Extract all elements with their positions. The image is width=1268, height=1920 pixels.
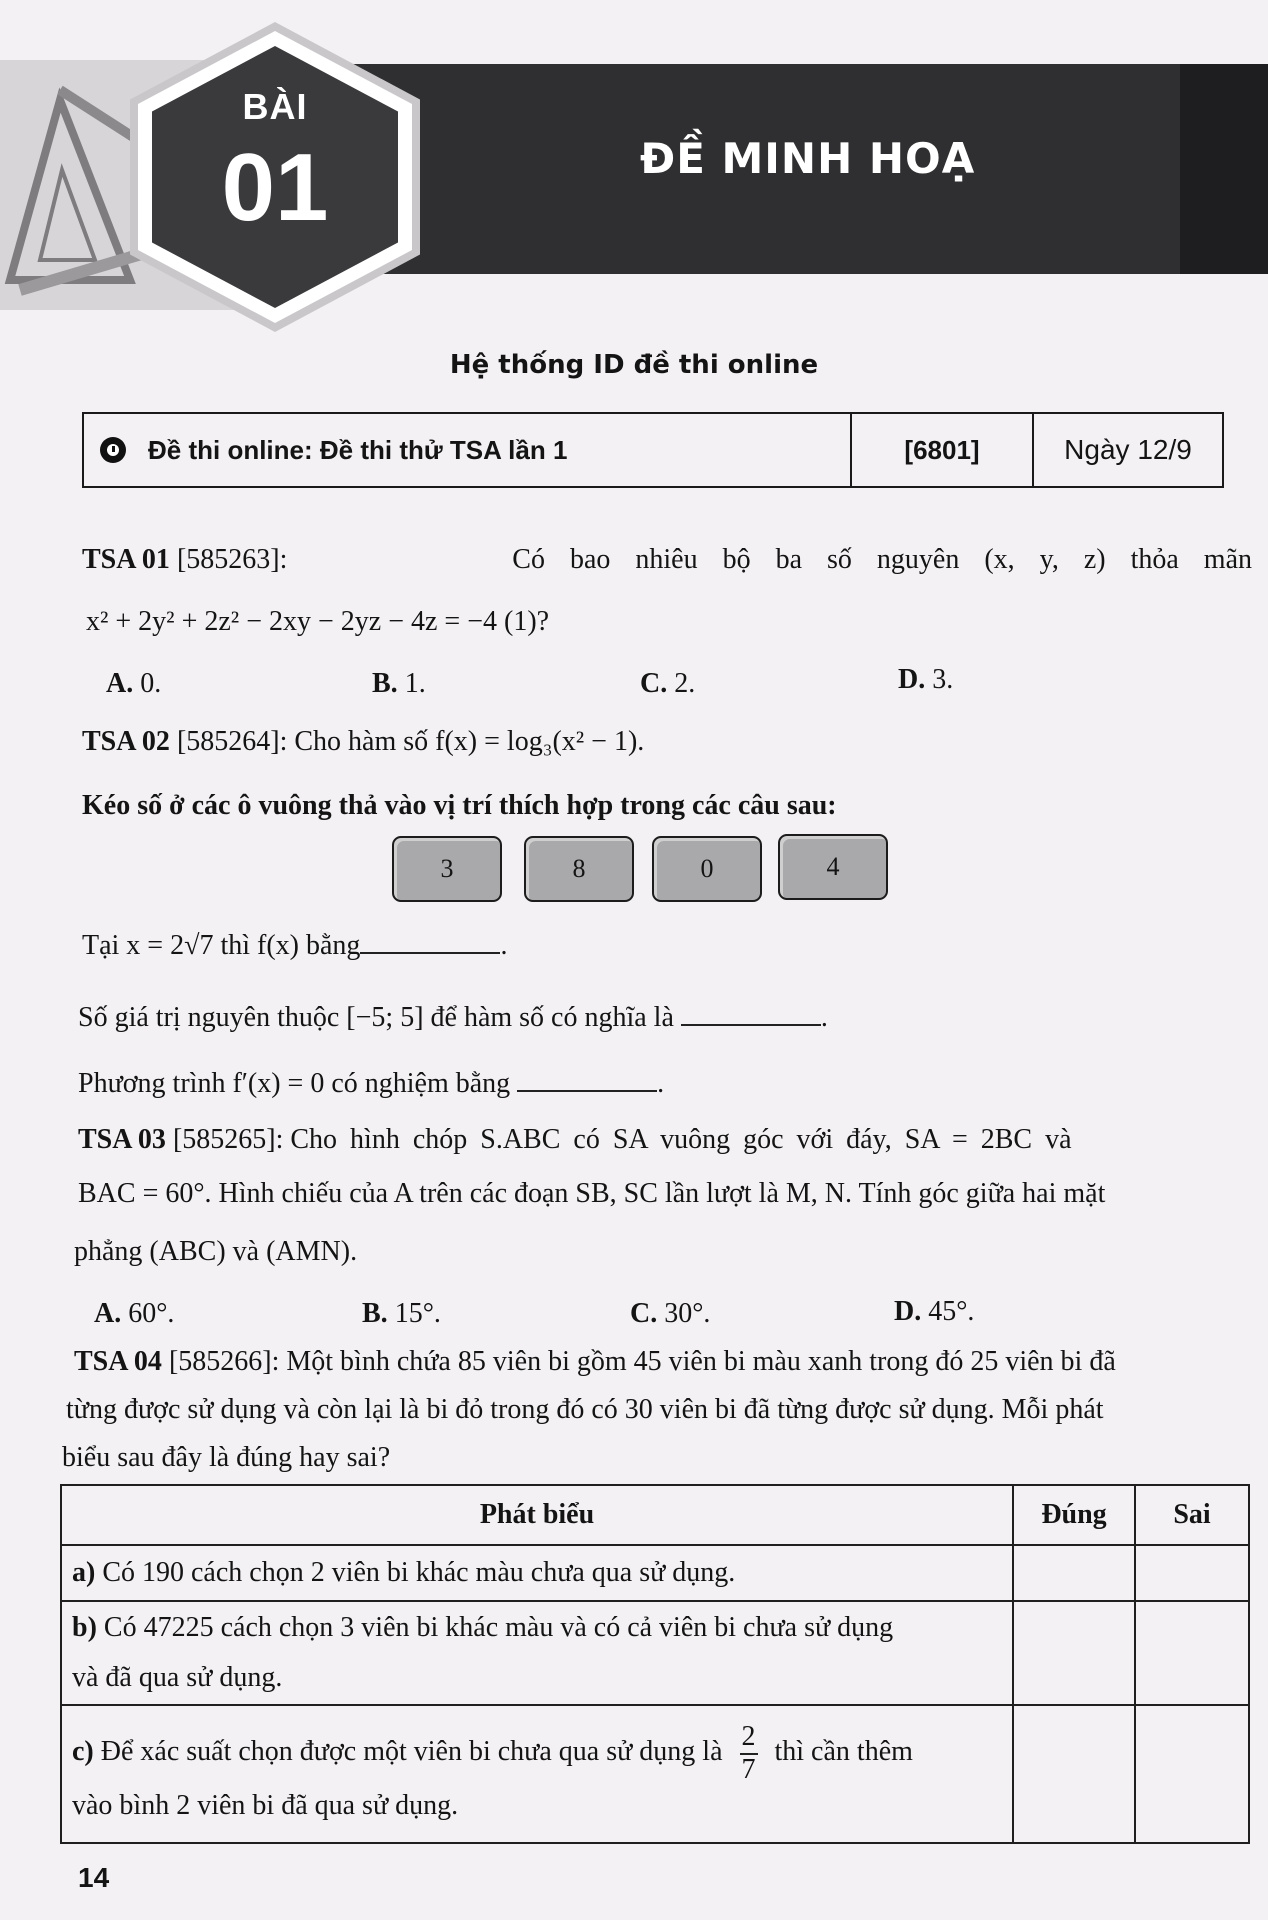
drag-item[interactable]: 0 bbox=[652, 836, 762, 902]
q2-instruction: Kéo số ở các ô vuông thả vào vị trí thích hợp trong các câu sau: bbox=[82, 790, 837, 821]
q1-option-d: D. 3. bbox=[898, 664, 954, 695]
table-row bbox=[61, 1705, 1249, 1843]
q1-label: TSA 01 bbox=[82, 544, 170, 575]
col-statement: Phát biểu bbox=[61, 1485, 1013, 1545]
section-subtitle: Hệ thống ID đề thi online bbox=[449, 350, 819, 380]
false-cell[interactable] bbox=[1135, 1705, 1249, 1843]
true-false-table bbox=[60, 1484, 1250, 1844]
exam-date: Ngày 12/9 bbox=[1064, 434, 1192, 465]
lesson-label: BÀI bbox=[242, 86, 308, 127]
q2-blank-2: Số giá trị nguyên thuộc [−5; 5] để hàm số có nghĩa là . bbox=[78, 998, 828, 1034]
q4-line-1: TSA 04 [585266]: Một bình chứa 85 viên bi gồm 45 viên bi màu xanh trong đó 25 viên bi đã bbox=[74, 1346, 1116, 1377]
q3-option-d: D. 45°. bbox=[894, 1296, 975, 1327]
exam-name-cell bbox=[84, 414, 852, 486]
q2-blank-3: Phương trình f′(x) = 0 có nghiệm bằng . bbox=[78, 1064, 664, 1100]
q1-header bbox=[82, 544, 1252, 576]
drag-item[interactable]: 8 bbox=[524, 836, 634, 902]
false-cell[interactable] bbox=[1135, 1545, 1249, 1601]
q2-text: Cho hàm số f(x) = log₃(x² − 1). bbox=[294, 726, 645, 757]
q2-id: [585264]: bbox=[176, 726, 288, 757]
fraction: $\frac{2}{7}$ bbox=[741, 1721, 756, 1785]
drop-zone[interactable] bbox=[517, 1064, 657, 1092]
q1-option-b: B. 1. bbox=[372, 668, 426, 699]
q1-text: Có bao nhiêu bộ ba số nguyên (x, y, z) thỏa mãn bbox=[512, 544, 1252, 575]
table-row bbox=[61, 1545, 1249, 1601]
title-band-tail bbox=[1180, 64, 1268, 274]
drag-item[interactable]: 3 bbox=[392, 836, 502, 902]
q2-blank-1: Tại x = 2√7 thì f(x) bằng . bbox=[82, 926, 507, 962]
q1-option-c: C. 2. bbox=[640, 668, 696, 699]
q4-line-2: từng được sử dụng và còn lại là bi đỏ trong đó có 30 viên bi đã từng được sử dụng. Mỗi phát bbox=[66, 1394, 1104, 1425]
q4-line-3: biểu sau đây là đúng hay sai? bbox=[62, 1442, 391, 1473]
col-true: Đúng bbox=[1013, 1485, 1135, 1545]
q3-option-a: A. 60°. bbox=[94, 1298, 175, 1329]
statement-c: c) Để xác suất chọn được một viên bi chưa qua sử dụng là $\frac{2}{7}$ thì cần thêm vào bình 2 viên bi đã qua sử dụng. bbox=[61, 1705, 1013, 1843]
q1-option-a: A. 0. bbox=[106, 668, 162, 699]
exam-name: Đề thi online: Đề thi thử TSA lần 1 bbox=[148, 434, 568, 465]
page-title: ĐỀ MINH HOẠ bbox=[640, 134, 976, 183]
q3-line-1: TSA 03 [585265]: Cho hình chóp S.ABC có SA vuông góc với đáy, SA = 2BC và bbox=[78, 1124, 1072, 1155]
drag-item[interactable]: 4 bbox=[778, 834, 888, 900]
q2-label: TSA 02 bbox=[82, 726, 170, 757]
exam-info-box bbox=[82, 412, 1224, 488]
lesson-badge bbox=[130, 22, 420, 332]
statement-b: b) Có 47225 cách chọn 3 viên bi khác màu và có cả viên bi chưa sử dụng và đã qua sử dụng. bbox=[61, 1601, 1013, 1705]
lesson-number: 01 bbox=[221, 134, 329, 241]
exam-id: [6801] bbox=[852, 414, 1034, 486]
clock-icon bbox=[100, 437, 126, 463]
statement-a: a) Có 190 cách chọn 2 viên bi khác màu chưa qua sử dụng. bbox=[61, 1545, 1013, 1601]
page-number: 14 bbox=[78, 1862, 110, 1893]
drop-zone[interactable] bbox=[360, 926, 500, 954]
q3-line-2: BAC = 60°. Hình chiếu của A trên các đoạn SB, SC lần lượt là M, N. Tính góc giữa hai mặt bbox=[78, 1178, 1106, 1209]
q2-header bbox=[82, 726, 644, 758]
table-row bbox=[61, 1601, 1249, 1705]
q3-option-b: B. 15°. bbox=[362, 1298, 441, 1329]
true-cell[interactable] bbox=[1013, 1705, 1135, 1843]
false-cell[interactable] bbox=[1135, 1601, 1249, 1705]
true-cell[interactable] bbox=[1013, 1601, 1135, 1705]
q1-id: [585263]: bbox=[176, 544, 288, 575]
drop-zone[interactable] bbox=[681, 998, 821, 1026]
col-false: Sai bbox=[1135, 1485, 1249, 1545]
q3-line-3: phẳng (ABC) và (AMN). bbox=[74, 1236, 358, 1267]
table-header-row bbox=[61, 1485, 1249, 1545]
q3-option-c: C. 30°. bbox=[630, 1298, 711, 1329]
q1-equation: x² + 2y² + 2z² − 2xy − 2yz − 4z = −4 (1)? bbox=[86, 606, 550, 637]
true-cell[interactable] bbox=[1013, 1545, 1135, 1601]
